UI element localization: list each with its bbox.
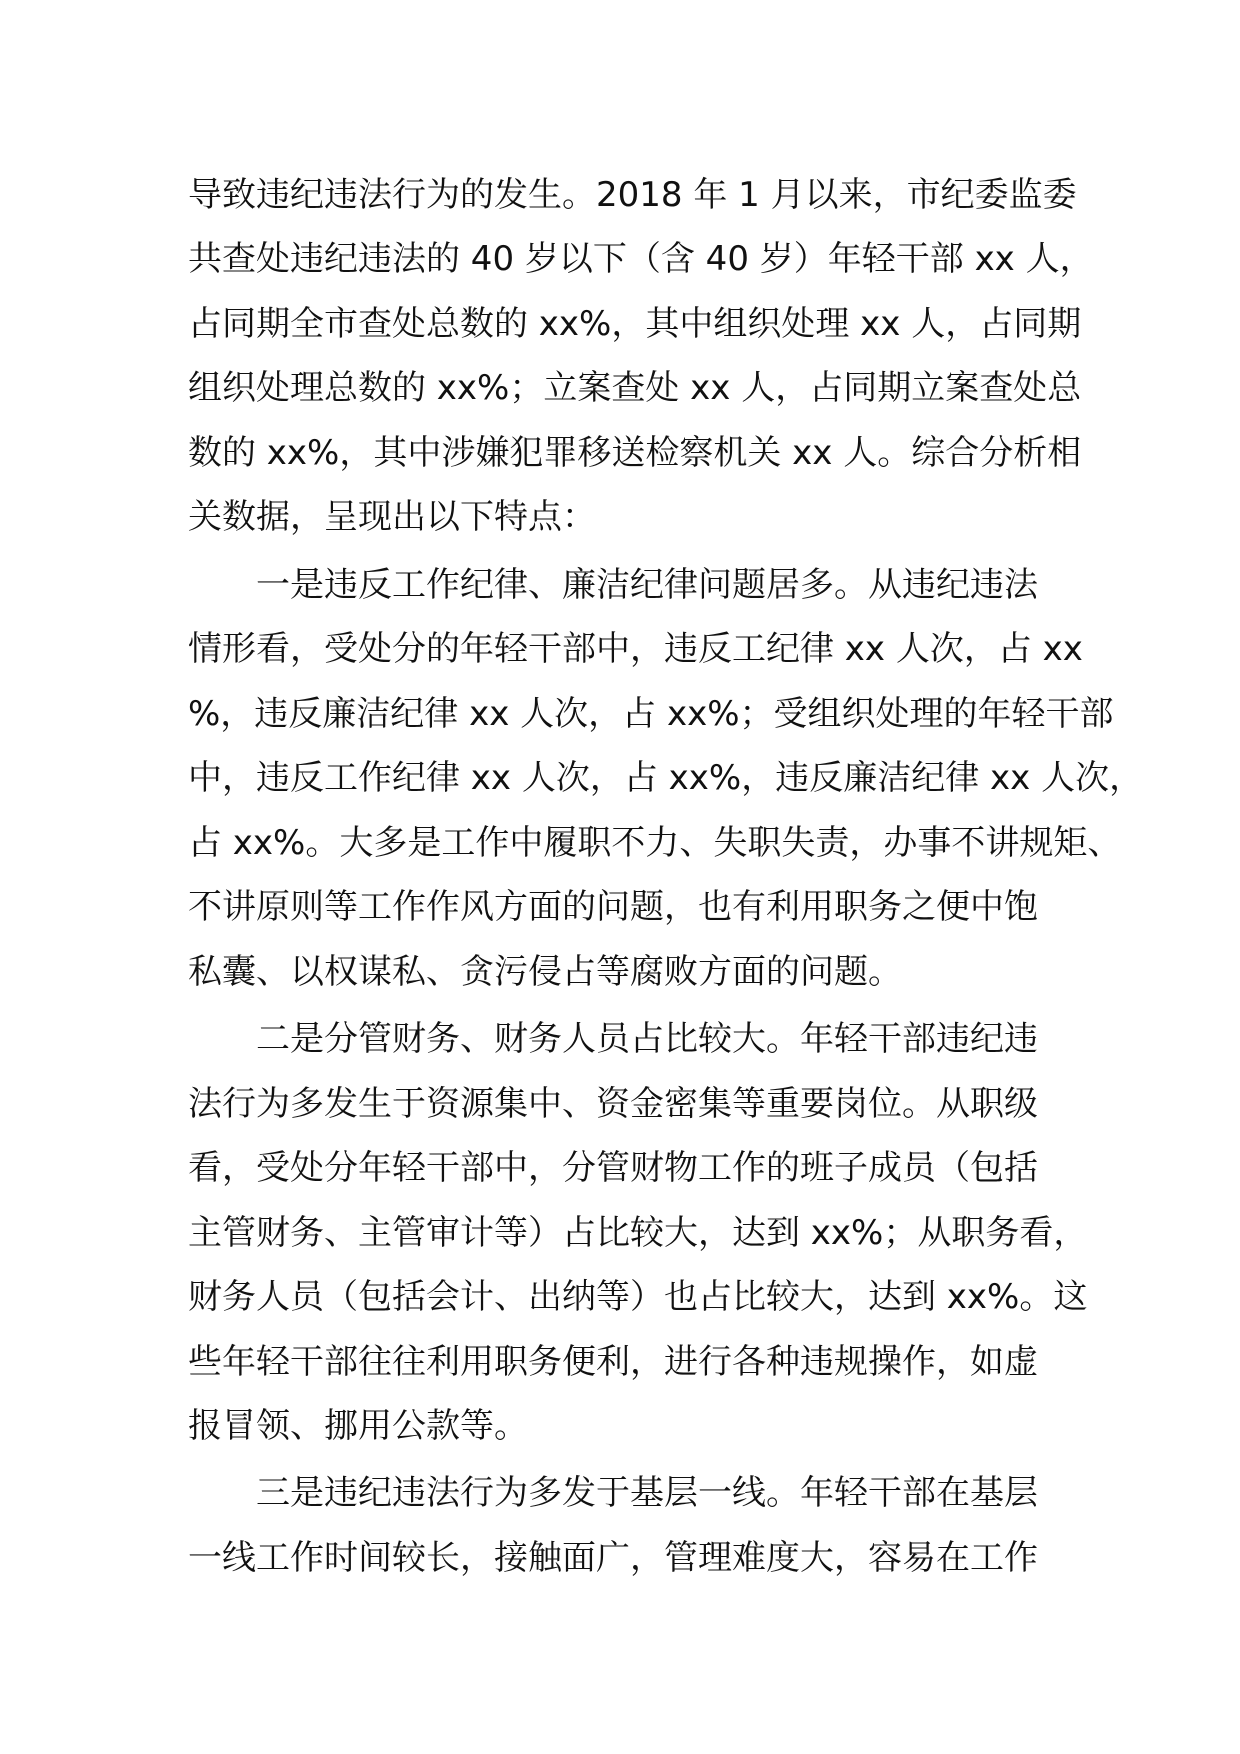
text-line: 导致违纪违法行为的发生。2018 年 1 月以来，市纪委监委 xyxy=(188,175,1077,215)
text-line: 些年轻干部往往利用职务便利，进行各种违规操作，如虚 xyxy=(188,1342,1038,1382)
text-line: 主管财务、主管审计等）占比较大，达到 xx%；从职务看， xyxy=(188,1213,1088,1253)
paragraph-first-line: 二是分管财务、财务人员占比较大。年轻干部违纪违 xyxy=(256,1019,1038,1059)
paragraph-first-line: 三是违纪违法行为多发于基层一线。年轻干部在基层 xyxy=(256,1473,1038,1513)
text-line: 法行为多发生于资源集中、资金密集等重要岗位。从职级 xyxy=(188,1084,1038,1124)
text-line: 组织处理总数的 xx%；立案查处 xx 人，占同期立案查处总 xyxy=(188,368,1082,408)
text-line: 情形看，受处分的年轻干部中，违反工纪律 xx 人次，占 xx xyxy=(188,629,1083,669)
text-line: 看，受处分年轻干部中，分管财物工作的班子成员（包括 xyxy=(188,1148,1038,1188)
text-line: 私囊、以权谋私、贪污侵占等腐败方面的问题。 xyxy=(188,952,902,992)
text-line: 报冒领、挪用公款等。 xyxy=(188,1406,528,1446)
text-line: 占 xx%。大多是工作中履职不力、失职失责，办事不讲规矩、 xyxy=(188,823,1122,863)
text-line: 占同期全市查处总数的 xx%，其中组织处理 xx 人，占同期 xyxy=(188,304,1082,344)
text-line: 中，违反工作纪律 xx 人次，占 xx%，违反廉洁纪律 xx 人次， xyxy=(188,758,1144,798)
text-line: 共查处违纪违法的 40 岁以下（含 40 岁）年轻干部 xx 人， xyxy=(188,239,1094,279)
text-line: 关数据，呈现出以下特点： xyxy=(188,497,596,537)
paragraph-first-line: 一是违反工作纪律、廉洁纪律问题居多。从违纪违法 xyxy=(256,565,1038,605)
text-line: 一线工作时间较长，接触面广，管理难度大，容易在工作 xyxy=(188,1538,1038,1578)
text-line: 不讲原则等工作作风方面的问题，也有利用职务之便中饱 xyxy=(188,887,1038,927)
text-line: 数的 xx%，其中涉嫌犯罪移送检察机关 xx 人。综合分析相 xyxy=(188,433,1082,473)
text-line: %，违反廉洁纪律 xx 人次，占 xx%；受组织处理的年轻干部 xyxy=(188,694,1114,734)
text-line: 财务人员（包括会计、出纳等）也占比较大，达到 xx%。这 xyxy=(188,1277,1088,1317)
